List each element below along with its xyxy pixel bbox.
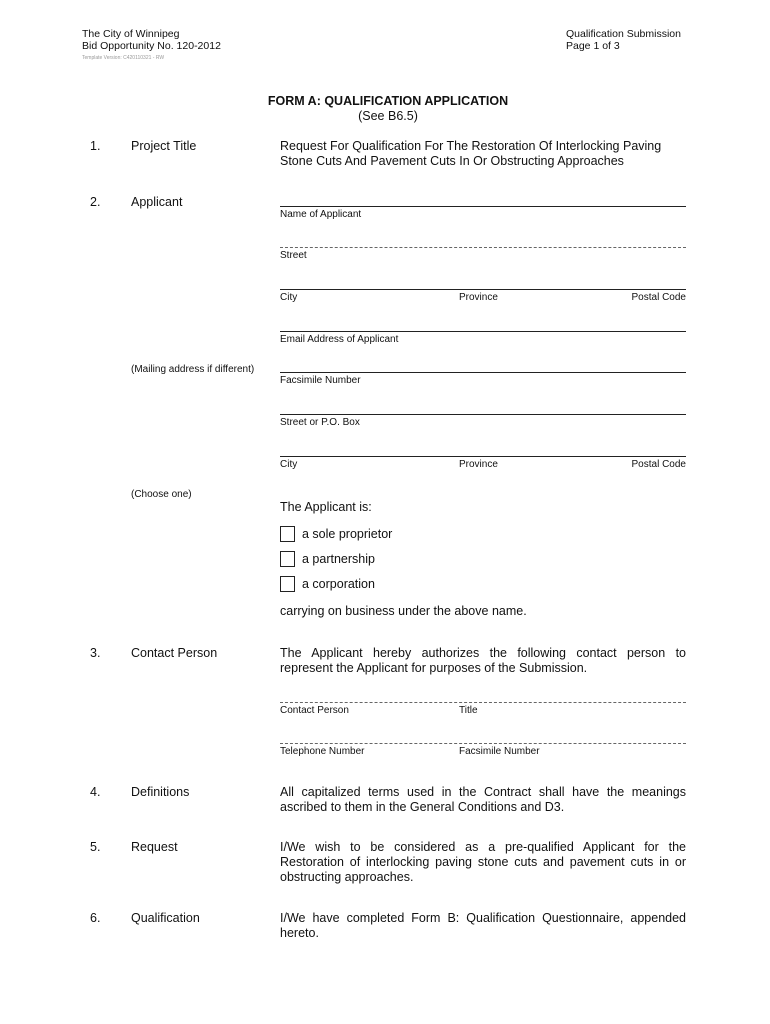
section-4-label: Definitions [131, 785, 190, 799]
request-text: I/We wish to be considered as a pre-qualified Applicant for the Restoration of interlocking paving stone cuts and pavement cuts in or obstructing approaches. [280, 840, 686, 884]
section-5-number: 5. [90, 840, 101, 854]
applicant-is-label: The Applicant is: [280, 500, 372, 514]
partnership-label: a partnership [302, 552, 375, 566]
header-right [566, 28, 681, 52]
city-name: The City of Winnipeg [82, 28, 180, 40]
partnership-checkbox[interactable] [280, 551, 295, 567]
applicant-name-label: Name of Applicant [280, 209, 362, 220]
street-line[interactable] [280, 247, 686, 248]
section-6-label: Qualification [131, 911, 200, 925]
form-title: FORM A: QUALIFICATION APPLICATION [267, 94, 509, 108]
corporation-label: a corporation [302, 577, 375, 591]
mailing-note: (Mailing address if different) [131, 364, 255, 375]
contact-fax-label: Facsimile Number [459, 746, 540, 757]
email-label: Email Address of Applicant [280, 334, 399, 345]
project-title-text: Request For Qualification For The Restoration Of Interlocking Paving Stone Cuts And Pavement Cuts In Or Obstructing Approaches [280, 139, 662, 168]
street-label: Street [280, 250, 307, 261]
street-po-line[interactable] [280, 414, 686, 415]
section-2-number: 2. [90, 195, 101, 209]
form-subtitle: (See B6.5) [358, 109, 418, 123]
postal-code2-label: Postal Code [631, 459, 686, 470]
province2-label: Province [459, 459, 498, 470]
street-po-label: Street or P.O. Box [280, 417, 360, 428]
telephone-label: Telephone Number [280, 746, 365, 757]
submission-label: Qualification Submission [566, 28, 681, 40]
province-label: Province [459, 292, 498, 303]
section-4-number: 4. [90, 785, 101, 799]
city2-line[interactable] [280, 456, 686, 457]
definitions-text: All capitalized terms used in the Contract shall have the meanings ascribed to them in the General Conditions and D3. [280, 785, 686, 814]
contact-authorization-text: The Applicant hereby authorizes the following contact person to represent the Applicant for purposes of the Submission. [280, 646, 686, 675]
section-2-label: Applicant [131, 195, 183, 209]
section-1-number: 1. [90, 139, 101, 153]
city-line[interactable] [280, 289, 686, 290]
section-6-number: 6. [90, 911, 101, 925]
header-left [82, 28, 221, 52]
section-1-label: Project Title [131, 139, 197, 153]
contact-person-label: Contact Person [280, 705, 349, 716]
fax-label: Facsimile Number [280, 375, 361, 386]
contact-person-line[interactable] [280, 702, 686, 703]
email-line[interactable] [280, 331, 686, 332]
sole-proprietor-checkbox[interactable] [280, 526, 295, 542]
city-label: City [280, 292, 298, 303]
contact-title-label: Title [459, 705, 478, 716]
choose-note: (Choose one) [131, 489, 192, 500]
section-5-label: Request [131, 840, 178, 854]
section-3-label: Contact Person [131, 646, 218, 660]
applicant-name-line[interactable] [280, 206, 686, 207]
sole-proprietor-label: a sole proprietor [302, 527, 393, 541]
page-number: Page 1 of 3 [566, 40, 620, 52]
qualification-text: I/We have completed Form B: Qualification Questionnaire, appended hereto. [280, 911, 686, 940]
section-3-number: 3. [90, 646, 101, 660]
contact-phone-line[interactable] [280, 743, 686, 744]
corporation-checkbox[interactable] [280, 576, 295, 592]
fax-line[interactable] [280, 372, 686, 373]
carrying-text: carrying on business under the above name. [280, 604, 527, 618]
bid-number: Bid Opportunity No. 120-2012 [82, 40, 221, 52]
postal-code-label: Postal Code [631, 292, 686, 303]
city2-label: City [280, 459, 298, 470]
template-note: Template Version: C420110321 - RW [82, 55, 165, 61]
